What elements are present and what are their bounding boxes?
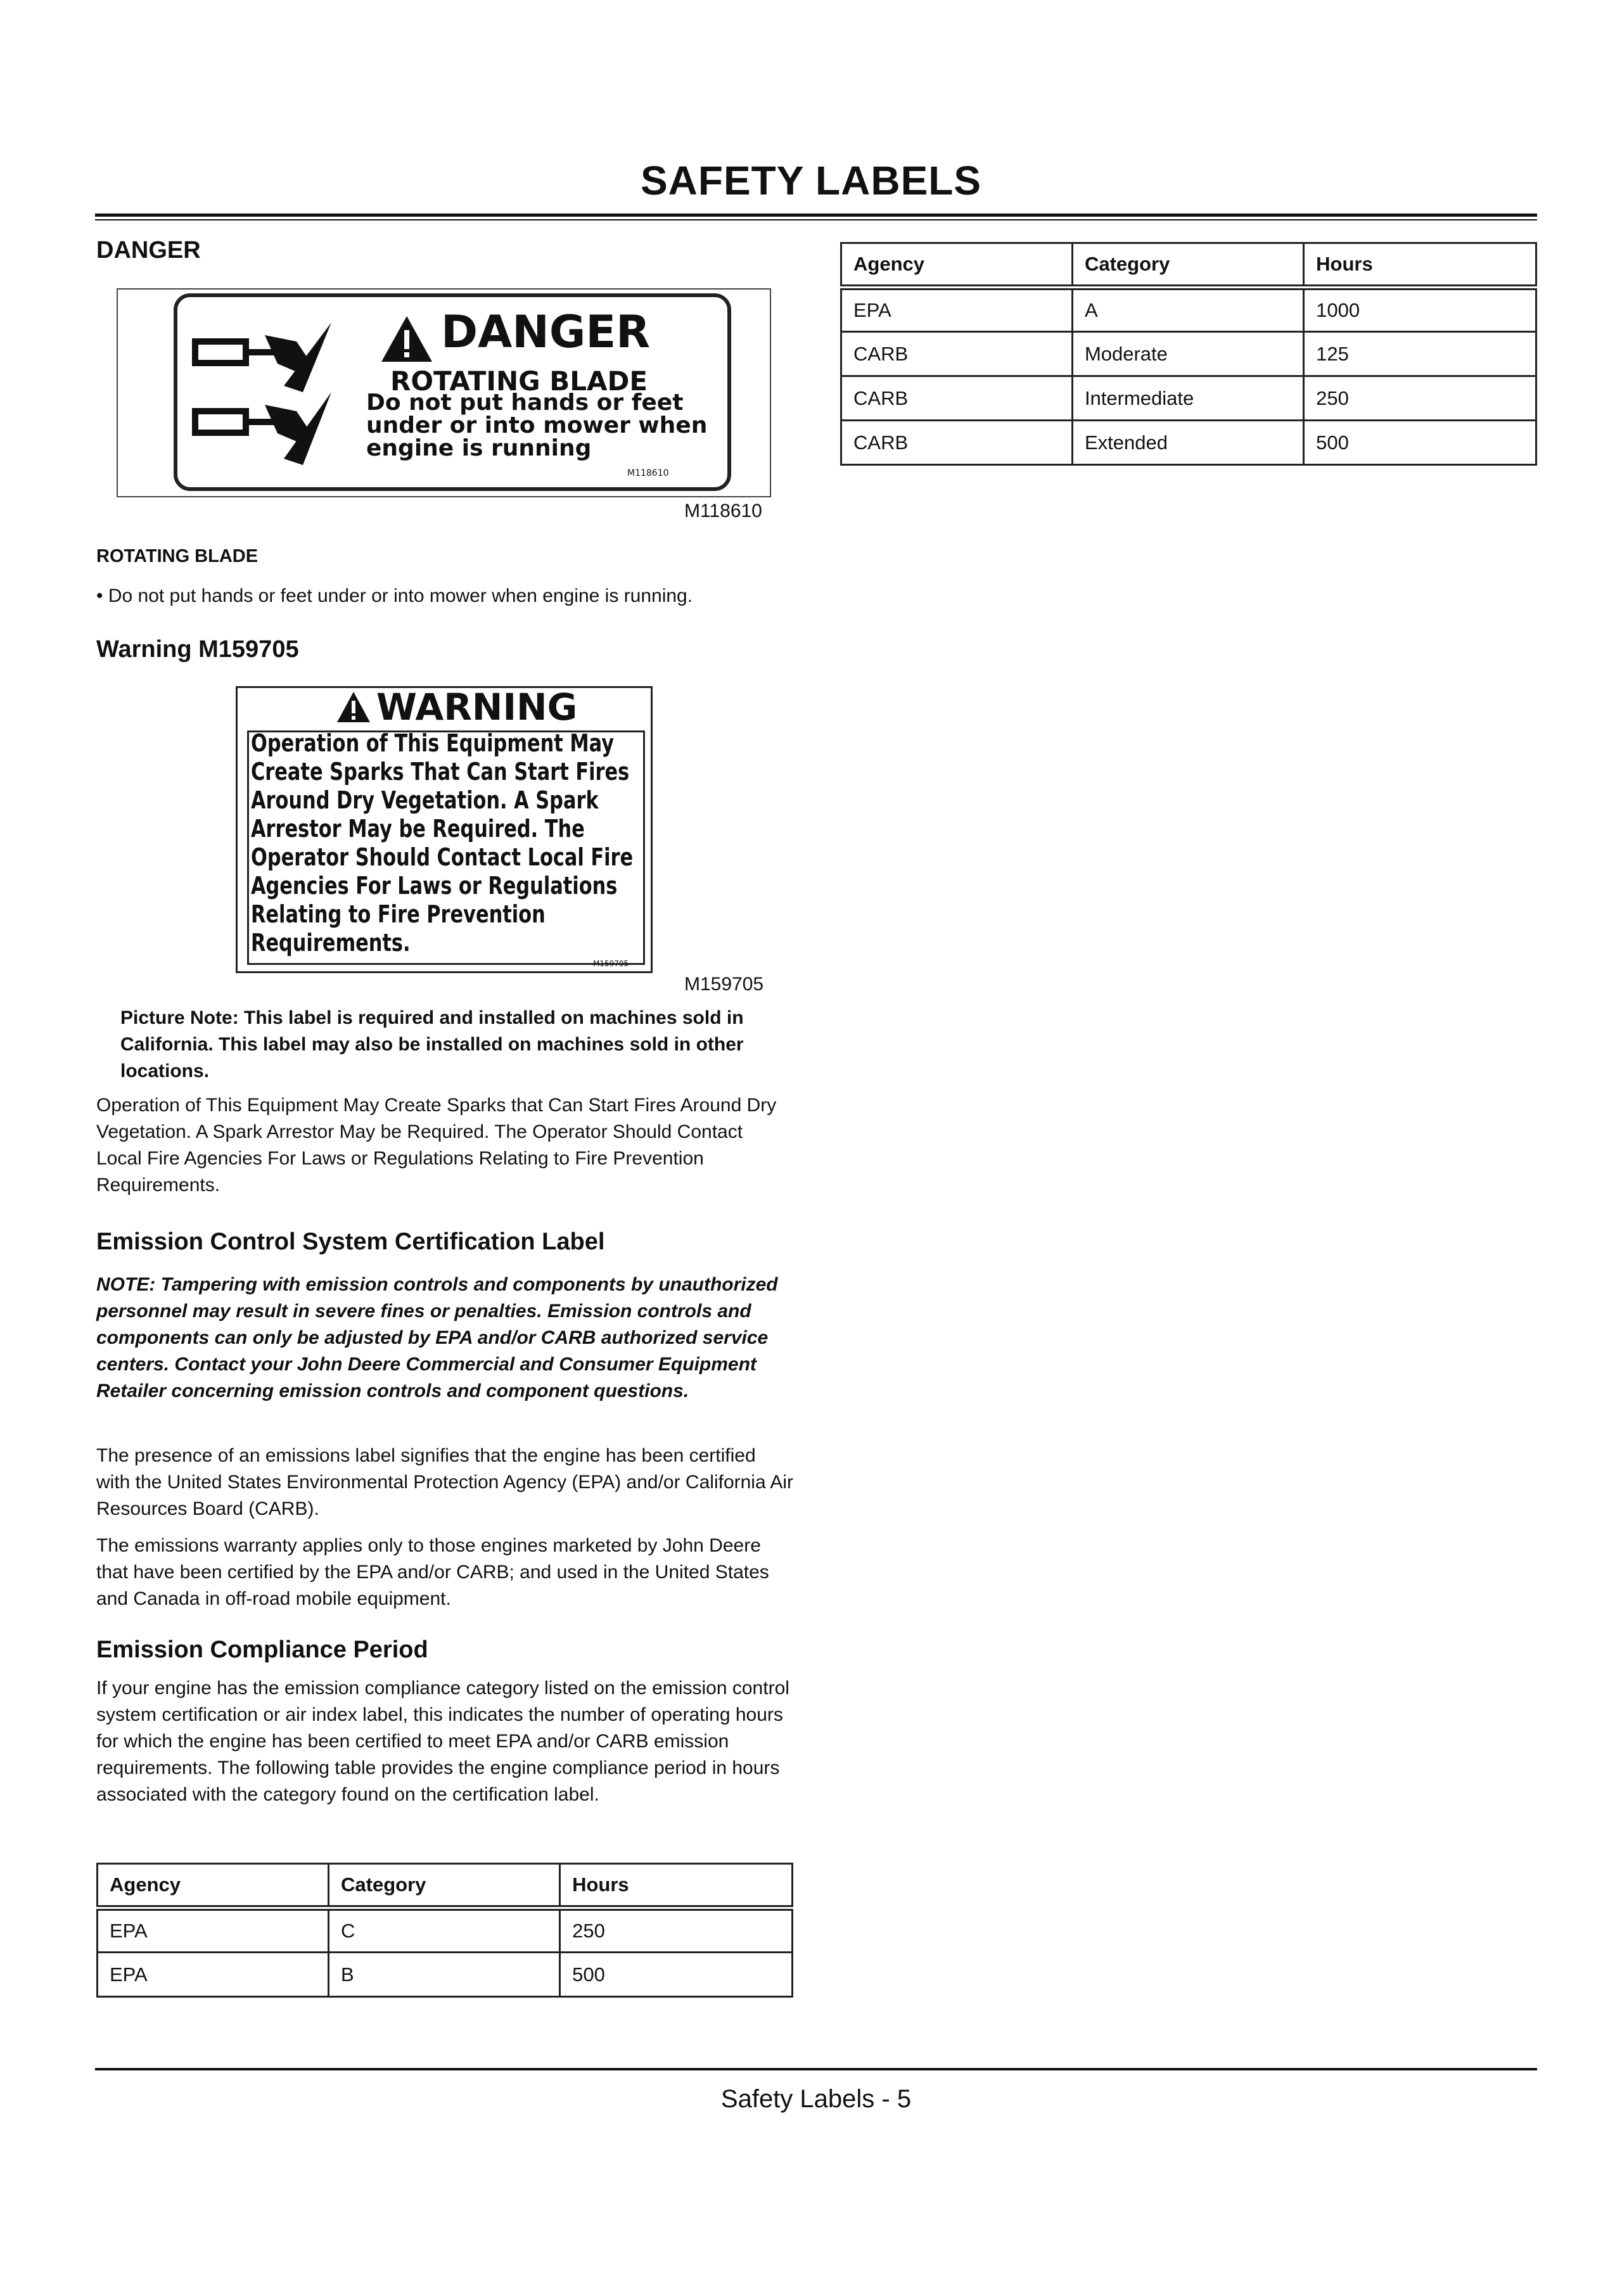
- compliance-body: If your engine has the emission compliance category listed on the emission control system certification or air index label, this indicates the number of operating hours for which the engine has been certified to meet EPA and/or CARB emission requirements. The following table provides the engine compliance period in hours associated with the category found on the certification label.: [96, 1678, 789, 1805]
- danger-decal-line: under or into mower when: [366, 412, 708, 438]
- table-cell: 125: [1304, 332, 1536, 376]
- table-header-row: [98, 1864, 793, 1908]
- warning-decal-line: Operator Should Contact Local Fire: [251, 843, 634, 871]
- warning-body: Operation of This Equipment May Create Sparks that Can Start Fires Around Dry Vegetation. A Spark Arrestor May be Required. The Operator Should Contact Local Fire Agencies For Laws or Regulations Relating to Fire Prevention Requirements.: [96, 1095, 777, 1196]
- table-cell: CARB: [841, 376, 1073, 421]
- table-cell: EPA: [98, 1908, 329, 1953]
- danger-decal-subtitle: ROTATING BLADE: [390, 366, 648, 397]
- rotating-blade-bullet: • Do not put hands or feet under or into mower when engine is running.: [96, 585, 693, 606]
- page-footer: Safety Labels - 5: [720, 2085, 912, 2113]
- danger-figure-id: M118610: [684, 501, 762, 521]
- table-cell: CARB: [841, 421, 1073, 465]
- table-cell: C: [329, 1908, 560, 1953]
- compliance-heading: Emission Compliance Period: [96, 1636, 428, 1663]
- table-cell: A: [1072, 288, 1303, 332]
- table-cell: EPA: [98, 1953, 329, 1997]
- title-rule-thin: [95, 219, 1537, 220]
- warning-decal-line: Arrestor May be Required. The: [251, 815, 585, 843]
- hand-foot-blade-pictogram-icon: [189, 316, 335, 475]
- table-cell: 1000: [1304, 288, 1536, 332]
- emission-paragraph-1: The presence of an emissions label signifies that the engine has been certified with the United States Environmental Protection Agency (EPA) and/or California Air Resources Board (CARB).: [96, 1445, 793, 1519]
- danger-decal-line: engine is running: [366, 435, 592, 461]
- table-row: [841, 376, 1536, 421]
- table-header-row: [841, 243, 1536, 288]
- warning-decal-line: Relating to Fire Prevention: [251, 900, 546, 928]
- warning-triangle-icon: [336, 691, 371, 724]
- table-cell: Intermediate: [1072, 376, 1303, 421]
- picture-note: Picture Note: This label is required and installed on machines sold in California. This label may also be installed on machines sold in other locations.: [120, 1007, 744, 1081]
- column-header-hours: Hours: [1304, 243, 1536, 288]
- warning-decal-part-number: M159705: [593, 959, 629, 968]
- danger-decal: [174, 293, 731, 491]
- table-row: [98, 1953, 793, 1997]
- danger-heading: DANGER: [96, 237, 201, 264]
- table-cell: 250: [1304, 376, 1536, 421]
- table-cell: CARB: [841, 332, 1073, 376]
- danger-decal-part-number: M118610: [627, 468, 669, 478]
- table-row: [841, 421, 1536, 465]
- warning-figure-id: M159705: [684, 974, 764, 995]
- table-cell: Extended: [1072, 421, 1303, 465]
- column-header-hours: Hours: [560, 1864, 793, 1908]
- page-title: SAFETY LABELS: [640, 158, 982, 203]
- danger-decal-line: Do not put hands or feet: [366, 390, 684, 416]
- emission-label-heading: Emission Control System Certification Label: [96, 1228, 605, 1255]
- table-cell: B: [329, 1953, 560, 1997]
- compliance-table-right: [840, 242, 1537, 466]
- warning-decal-line: Requirements.: [251, 929, 411, 957]
- warning-heading: Warning M159705: [96, 636, 299, 663]
- tampering-note: NOTE: Tampering with emission controls and components by unauthorized personnel may result in severe fines or penalties. Emission controls and components can only be adjusted by EPA and/or CARB authorized service centers. Contact your John Deere Commercial and Consumer Equipment Retailer concerning emission controls and component questions.: [96, 1274, 778, 1401]
- warning-decal-title: WARNING: [376, 686, 578, 729]
- warning-decal-line: Around Dry Vegetation. A Spark: [251, 786, 599, 814]
- table-cell: Moderate: [1072, 332, 1303, 376]
- table-cell: EPA: [841, 288, 1073, 332]
- warning-decal-line: Agencies For Laws or Regulations: [251, 872, 618, 900]
- table-cell: 500: [1304, 421, 1536, 465]
- column-header-agency: Agency: [841, 243, 1073, 288]
- table-row: [841, 332, 1536, 376]
- warning-decal-line: Create Sparks That Can Start Fires: [251, 758, 630, 786]
- table-cell: 250: [560, 1908, 793, 1953]
- title-rule: [95, 214, 1537, 217]
- table-row: [841, 288, 1536, 332]
- rotating-blade-subheading: ROTATING BLADE: [96, 546, 259, 566]
- column-header-category: Category: [329, 1864, 560, 1908]
- warning-decal-line: Operation of This Equipment May: [251, 729, 615, 757]
- emission-paragraph-2: The emissions warranty applies only to those engines marketed by John Deere that have been certified by the EPA and/or CARB; and used in the United States and Canada in off-road mobile equipment.: [96, 1535, 769, 1609]
- compliance-table-left: [96, 1863, 793, 1998]
- table-row: [98, 1908, 793, 1953]
- column-header-category: Category: [1072, 243, 1303, 288]
- table-cell: 500: [560, 1953, 793, 1997]
- warning-triangle-icon: [380, 315, 433, 363]
- danger-decal-title: DANGER: [441, 306, 651, 358]
- column-header-agency: Agency: [98, 1864, 329, 1908]
- footer-rule: [95, 2068, 1537, 2070]
